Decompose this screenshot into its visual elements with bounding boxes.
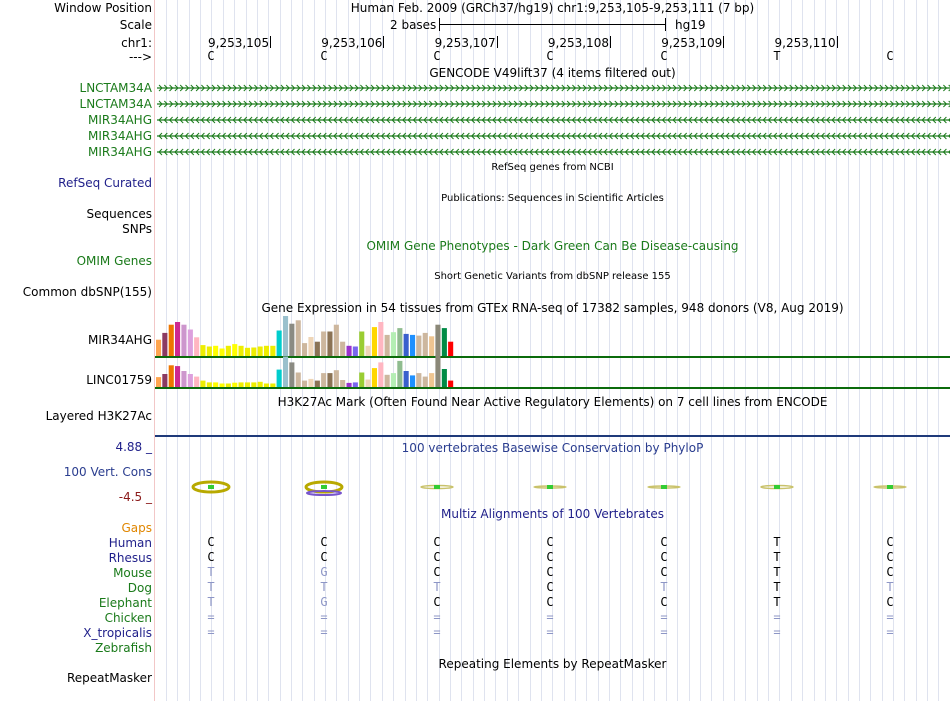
multiz-base: C xyxy=(207,550,215,564)
gtex-bar[interactable] xyxy=(207,382,212,387)
multiz-base: = xyxy=(433,625,441,639)
scale-bar xyxy=(439,24,666,25)
multiz-base: = xyxy=(773,625,781,639)
gtex-bar[interactable] xyxy=(366,380,371,388)
position-label: 9,253,109 xyxy=(661,36,723,50)
multiz-base: = xyxy=(660,610,668,624)
gencode-feature-reverse[interactable] xyxy=(155,114,950,126)
gtex-bar[interactable] xyxy=(372,368,377,387)
reference-base: C xyxy=(660,49,668,63)
reference-base: T xyxy=(773,49,781,63)
dbsnp-label[interactable]: Common dbSNP(155) xyxy=(22,285,152,299)
multiz-base: = xyxy=(886,610,894,624)
gtex-bar[interactable] xyxy=(423,333,428,356)
gtex-bar[interactable] xyxy=(239,382,244,387)
position-tick xyxy=(610,36,611,48)
multiz-base: C xyxy=(433,565,441,579)
gtex-bar[interactable] xyxy=(385,375,390,387)
multiz-base: C xyxy=(433,595,441,609)
conservation-glyph xyxy=(648,485,680,489)
window-position-text: Human Feb. 2009 (GRCh37/hg19) chr1:9,253,105-9,253,111 (7 bp) xyxy=(350,1,755,15)
window-position-label: Window Position xyxy=(54,1,152,15)
gtex-bar[interactable] xyxy=(220,349,225,357)
multiz-species-label[interactable]: Chicken xyxy=(104,611,152,625)
multiz-base: G xyxy=(320,565,328,579)
gtex-bar[interactable] xyxy=(321,373,326,387)
gtex-bar[interactable] xyxy=(448,342,453,356)
gtex-bar[interactable] xyxy=(277,331,282,357)
scale-text: 2 bases xyxy=(390,18,437,32)
conservation-glyph xyxy=(421,485,453,489)
publications-sequences-label[interactable]: Sequences xyxy=(86,207,152,221)
multiz-base: T xyxy=(773,580,781,594)
multiz-base: = xyxy=(207,610,215,624)
position-tick xyxy=(383,36,384,48)
multiz-base: C xyxy=(546,565,554,579)
multiz-base: = xyxy=(546,610,554,624)
gtex-bar[interactable] xyxy=(366,346,371,356)
gtex-bar[interactable] xyxy=(359,373,364,388)
gtex-baseline xyxy=(155,356,950,358)
gtex-bar[interactable] xyxy=(442,369,447,387)
multiz-base: C xyxy=(546,595,554,609)
gencode-track-label[interactable]: MIR34AHG xyxy=(87,113,152,127)
multiz-base: G xyxy=(320,595,328,609)
gtex-bar[interactable] xyxy=(442,328,447,356)
gtex-bar-chart[interactable] xyxy=(155,316,950,392)
multiz-base: C xyxy=(886,595,894,609)
multiz-base: C xyxy=(546,535,554,549)
multiz-base: C xyxy=(320,550,328,564)
omim-title: OMIM Gene Phenotypes - Dark Green Can Be Disease-causing xyxy=(366,239,739,253)
gtex-track-label-1[interactable]: MIR34AHG xyxy=(87,333,152,347)
refseq-title: RefSeq genes from NCBI xyxy=(491,162,614,173)
reference-base: C xyxy=(886,49,894,63)
gtex-bar[interactable] xyxy=(315,381,320,387)
multiz-base: C xyxy=(660,565,668,579)
position-label: 9,253,106 xyxy=(321,36,383,50)
gtex-bar[interactable] xyxy=(169,325,174,356)
gtex-bar[interactable] xyxy=(289,324,294,356)
gtex-bar[interactable] xyxy=(391,332,396,356)
multiz-base: C xyxy=(886,565,894,579)
conservation-glyph xyxy=(306,482,342,495)
multiz-base: T xyxy=(433,580,441,594)
gtex-bar[interactable] xyxy=(188,374,193,387)
gtex-bar[interactable] xyxy=(194,337,199,356)
multiz-base: T xyxy=(773,535,781,549)
position-tick xyxy=(723,36,724,48)
gtex-bar[interactable] xyxy=(353,347,358,357)
gtex-bar[interactable] xyxy=(264,346,269,356)
gtex-bar[interactable] xyxy=(188,330,193,357)
scale-label: Scale xyxy=(119,18,152,32)
h3k27ac-label[interactable]: Layered H3K27Ac xyxy=(45,409,152,423)
gtex-bar[interactable] xyxy=(270,384,275,388)
gtex-bar[interactable] xyxy=(283,316,288,356)
gtex-bar[interactable] xyxy=(239,346,244,356)
gtex-bar[interactable] xyxy=(213,346,218,356)
omim-label[interactable]: OMIM Genes xyxy=(76,254,152,268)
scale-bar-tick-left xyxy=(439,18,440,31)
multiz-base: C xyxy=(660,535,668,549)
gtex-bar[interactable] xyxy=(175,322,180,356)
gtex-bar[interactable] xyxy=(391,373,396,387)
multiz-base: C xyxy=(320,535,328,549)
position-tick xyxy=(270,36,271,48)
publications-snps-label[interactable]: SNPs xyxy=(122,222,152,236)
gtex-bar[interactable] xyxy=(353,382,358,387)
gtex-bar[interactable] xyxy=(404,334,409,356)
gencode-track-label[interactable]: LNCTAM34A xyxy=(79,97,152,111)
strand-arrow: ---> xyxy=(128,50,152,64)
gtex-title: Gene Expression in 54 tissues from GTEx RNA-seq of 17382 samples, 948 donors (V8, Aug 2019) xyxy=(261,301,844,315)
gtex-bar[interactable] xyxy=(232,383,237,387)
gtex-bar[interactable] xyxy=(347,346,352,356)
scale-bar-tick-right xyxy=(665,18,666,31)
gtex-bar[interactable] xyxy=(429,373,434,387)
gtex-bar[interactable] xyxy=(385,335,390,356)
gtex-bar[interactable] xyxy=(435,325,440,356)
multiz-base: = xyxy=(433,610,441,624)
gtex-bar[interactable] xyxy=(258,382,263,387)
gtex-bar[interactable] xyxy=(181,325,186,356)
multiz-base: = xyxy=(320,610,328,624)
multiz-base: C xyxy=(660,595,668,609)
gtex-bar[interactable] xyxy=(162,333,167,356)
multiz-species-label[interactable]: Zebrafish xyxy=(95,641,152,655)
conservation-title: 100 vertebrates Basewise Conservation by PhyloP xyxy=(401,441,704,455)
gtex-bar[interactable] xyxy=(213,382,218,387)
multiz-base: T xyxy=(207,580,215,594)
multiz-base: C xyxy=(660,550,668,564)
conservation-glyph xyxy=(534,485,566,489)
gtex-bar[interactable] xyxy=(416,373,421,387)
multiz-base: = xyxy=(773,610,781,624)
gtex-bar[interactable] xyxy=(296,320,301,356)
gtex-bar[interactable] xyxy=(308,379,313,387)
gtex-bar[interactable] xyxy=(340,380,345,387)
gtex-bar[interactable] xyxy=(175,366,180,387)
gtex-bar[interactable] xyxy=(423,377,428,387)
gencode-track-label[interactable]: MIR34AHG xyxy=(87,145,152,159)
gtex-bar[interactable] xyxy=(264,384,269,388)
multiz-species-label[interactable]: Rhesus xyxy=(108,551,152,565)
gtex-bar[interactable] xyxy=(334,325,339,356)
multiz-species-label[interactable]: Elephant xyxy=(98,596,152,610)
gtex-bar[interactable] xyxy=(277,370,282,387)
gtex-baseline xyxy=(155,387,950,389)
gencode-track-label[interactable]: LNCTAM34A xyxy=(79,81,152,95)
gtex-bar[interactable] xyxy=(245,382,250,387)
multiz-base: T xyxy=(320,580,328,594)
gtex-bar[interactable] xyxy=(169,365,174,387)
gtex-bar[interactable] xyxy=(378,362,383,387)
multiz-base: T xyxy=(773,565,781,579)
gtex-bar[interactable] xyxy=(226,384,231,388)
gtex-bar[interactable] xyxy=(448,381,453,387)
gtex-bar[interactable] xyxy=(251,382,256,387)
multiz-base: T xyxy=(660,580,668,594)
conservation-ymax: 4.88 _ xyxy=(115,440,152,454)
reference-base: C xyxy=(546,49,554,63)
multiz-species-label[interactable]: X_tropicalis xyxy=(83,626,152,640)
conservation-logo xyxy=(155,470,950,504)
gtex-bar[interactable] xyxy=(372,327,377,356)
position-tick xyxy=(837,36,838,48)
h3k27ac-title: H3K27Ac Mark (Often Found Near Active Regulatory Elements) on 7 cell lines from ENCODE xyxy=(277,395,828,409)
multiz-base: C xyxy=(546,550,554,564)
multiz-base: = xyxy=(546,625,554,639)
gencode-title: GENCODE V49lift37 (4 items filtered out) xyxy=(429,66,676,80)
gtex-bar[interactable] xyxy=(378,322,383,356)
reference-base: C xyxy=(207,49,215,63)
multiz-base: C xyxy=(546,580,554,594)
multiz-base: = xyxy=(320,625,328,639)
gtex-bar[interactable] xyxy=(334,370,339,387)
multiz-base: = xyxy=(660,625,668,639)
gtex-bar[interactable] xyxy=(327,332,332,357)
multiz-base: T xyxy=(773,595,781,609)
multiz-base: C xyxy=(886,535,894,549)
gencode-track-label[interactable]: MIR34AHG xyxy=(87,129,152,143)
gtex-bar[interactable] xyxy=(283,357,288,388)
gtex-bar[interactable] xyxy=(251,348,256,357)
refseq-label[interactable]: RefSeq Curated xyxy=(58,176,152,190)
gencode-feature-forward[interactable] xyxy=(155,98,950,110)
multiz-base: C xyxy=(433,535,441,549)
gtex-bar[interactable] xyxy=(435,355,440,387)
gtex-bar[interactable] xyxy=(258,347,263,357)
gtex-bar[interactable] xyxy=(245,348,250,356)
gtex-bar[interactable] xyxy=(200,381,205,387)
conservation-label[interactable]: 100 Vert. Cons xyxy=(63,465,152,479)
gtex-bar[interactable] xyxy=(359,332,364,357)
gtex-bar[interactable] xyxy=(340,342,345,356)
conservation-glyph xyxy=(874,485,906,489)
gtex-bar[interactable] xyxy=(226,346,231,356)
multiz-base: T xyxy=(207,565,215,579)
reference-base: C xyxy=(433,49,441,63)
gtex-bar[interactable] xyxy=(156,340,161,356)
gtex-bar[interactable] xyxy=(302,343,307,356)
multiz-base: C xyxy=(886,550,894,564)
position-label: 9,253,108 xyxy=(547,36,609,50)
conservation-ymin: -4.5 _ xyxy=(118,490,152,504)
multiz-species-label[interactable]: Human xyxy=(108,536,152,550)
conservation-glyph xyxy=(761,485,793,489)
multiz-gaps-label[interactable]: Gaps xyxy=(121,521,152,535)
gtex-bar[interactable] xyxy=(410,335,415,356)
multiz-base: T xyxy=(773,550,781,564)
position-label: 9,253,110 xyxy=(774,36,836,50)
gtex-bar[interactable] xyxy=(347,383,352,387)
reference-base: C xyxy=(320,49,328,63)
multiz-base: C xyxy=(433,550,441,564)
gencode-feature-forward[interactable] xyxy=(155,82,950,94)
gtex-bar[interactable] xyxy=(404,371,409,387)
gtex-bar[interactable] xyxy=(308,337,313,356)
position-label: 9,253,105 xyxy=(208,36,270,50)
gtex-bar[interactable] xyxy=(397,328,402,356)
scale-db: hg19 xyxy=(675,18,706,32)
gtex-bar[interactable] xyxy=(416,336,421,356)
gtex-bar[interactable] xyxy=(207,347,212,357)
gtex-track-label-2[interactable]: LINC01759 xyxy=(86,373,152,387)
gtex-bar[interactable] xyxy=(410,375,415,387)
multiz-base: C xyxy=(207,535,215,549)
gtex-bar[interactable] xyxy=(194,377,199,387)
gtex-bar[interactable] xyxy=(397,361,402,387)
publications-title: Publications: Sequences in Scientific Articles xyxy=(441,193,664,204)
gtex-bar[interactable] xyxy=(181,371,186,387)
gtex-bar[interactable] xyxy=(220,384,225,388)
gencode-feature-reverse[interactable] xyxy=(155,146,950,158)
gtex-bar[interactable] xyxy=(289,362,294,387)
multiz-species-label[interactable]: Mouse xyxy=(113,566,152,580)
gtex-bar[interactable] xyxy=(156,377,161,387)
gtex-bar[interactable] xyxy=(315,342,320,356)
gtex-bar[interactable] xyxy=(270,346,275,356)
gtex-bar[interactable] xyxy=(296,373,301,388)
multiz-species-label[interactable]: Dog xyxy=(127,581,152,595)
gtex-bar[interactable] xyxy=(162,374,167,387)
conservation-glyph xyxy=(193,482,229,492)
position-tick xyxy=(497,36,498,48)
gtex-bar[interactable] xyxy=(200,345,205,356)
gtex-bar[interactable] xyxy=(429,336,434,356)
multiz-title: Multiz Alignments of 100 Vertebrates xyxy=(440,507,665,521)
dbsnp-title: Short Genetic Variants from dbSNP release 155 xyxy=(434,271,671,282)
repeatmasker-label[interactable]: RepeatMasker xyxy=(66,671,152,685)
gtex-bar[interactable] xyxy=(321,332,326,357)
multiz-base: T xyxy=(886,580,894,594)
multiz-base: = xyxy=(886,625,894,639)
gtex-bar[interactable] xyxy=(232,344,237,356)
multiz-base: = xyxy=(207,625,215,639)
h3k27ac-baseline xyxy=(155,435,950,437)
position-label: 9,253,107 xyxy=(434,36,496,50)
gtex-bar[interactable] xyxy=(327,373,332,387)
gencode-feature-reverse[interactable] xyxy=(155,130,950,142)
multiz-base: T xyxy=(207,595,215,609)
repeatmasker-title: Repeating Elements by RepeatMasker xyxy=(438,657,667,671)
chrom-label: chr1: xyxy=(121,36,152,50)
gtex-bar[interactable] xyxy=(302,381,307,387)
